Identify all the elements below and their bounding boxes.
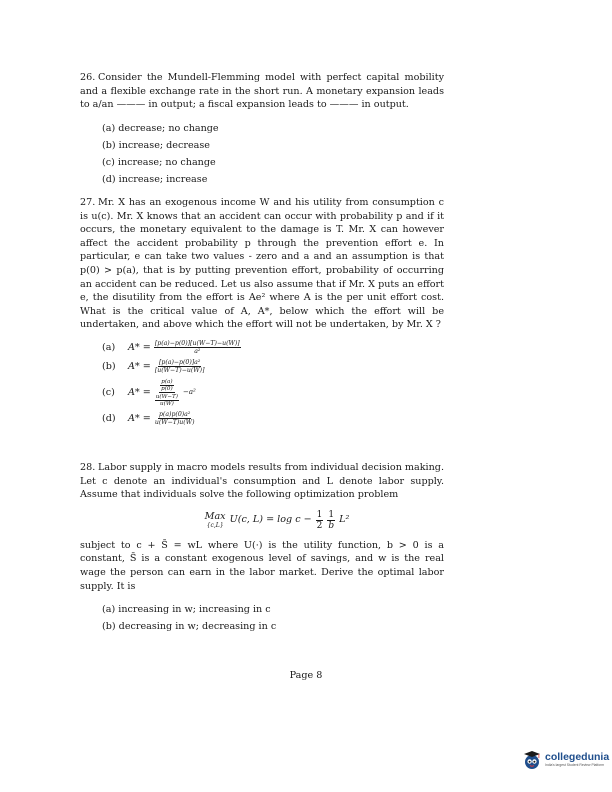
question-number: 26.	[80, 72, 96, 83]
fraction: $\frac{\text{p(a)p(0)a²}}{u(W-T)u(W)}$	[154, 410, 195, 426]
option-b: (b) decreasing in w; decreasing in c	[102, 621, 277, 633]
options-list	[102, 601, 444, 635]
option-c: (c) increase; no change	[102, 156, 216, 168]
question-number: 28.	[80, 462, 96, 473]
option-a: (a) increasing in w; increasing in c	[102, 604, 271, 616]
option-d: (d) A* = $\frac{\text{p(a)p(0)a²}}{u(W-T)u(W)}$	[102, 410, 195, 426]
option-c: (c) A* = $\frac{\frac{p(a)}{p(0)}}{\frac{u(W-T)}{u(W)}}$ −a²	[102, 378, 196, 407]
logo-name: collegedunia	[545, 751, 610, 763]
question-27	[80, 196, 444, 430]
graduate-mascot-icon	[521, 749, 543, 771]
option-a: (a) decrease; no change	[102, 122, 219, 134]
question-26	[80, 71, 444, 188]
question-text-continued: subject to c + S̄ = wL where U(·) is the utility function, b > 0 is a constant, S̄ is a constant exogenous level of savings, and w is the real wage the person can earn in the labor market. Derive the optimal labor supply. It is	[80, 539, 444, 592]
question-text: Mr. X has an exogenous income W and his utility from consumption c is u(c). Mr. X knows that an accident can occur with probability p and if it occurs, the monetary equivalent to the damage is T. Mr. X can however affect the accident probability p through the prevention effort e. In particular, e can take two values - zero and a and an assumption is that p(0) > p(a), that is by putting prevention effort, probability of occurring an accident can be reduced. Let us also assume that if Mr. X puts an effort e, the disutility from the effort is Ae² where A is the per unit effort cost. What is the critical value of A, A*, below which the effort will be undertaken, and above which the effort will not be undertaken, by Mr. X ?	[80, 197, 444, 331]
question-text: Labor supply in macro models results from individual decision making. Let c denote an individual's consumption and L denote labor supply. Assume that individuals solve the following optimization problem	[80, 462, 444, 501]
option-d: (d) increase; increase	[102, 173, 208, 185]
fraction: $\frac{[p(a)-p(0)][u(W-T)-u(W)]}{\text{a²}}$	[154, 339, 240, 355]
options-list	[102, 120, 444, 188]
fraction: $\frac{\frac{p(a)}{p(0)}}{\frac{u(W-T)}{u(W)}}$	[155, 378, 178, 407]
logo-tagline: India's largest Student Review Platform	[545, 763, 605, 767]
option-b: (b) A* = $\frac{\text{[p(a)−p(0)]a²}}{[u(W-T)-u(W)]}$	[102, 358, 205, 374]
option-a: (a) A* = $\frac{[p(a)-p(0)][u(W-T)-u(W)]}{\text{a²}}$	[102, 339, 240, 355]
options-list	[102, 340, 444, 426]
fraction: $\frac{\text{[p(a)−p(0)]a²}}{[u(W-T)-u(W)]}$	[154, 358, 205, 374]
optimization-equation: Max {c,L} U(c, L) = log c − $\frac{1}{2}$ 1 b L²	[204, 509, 350, 531]
question-text: Consider the Mundell-Flemming model with perfect capital mobility and a flexible exchange rate in the short run. A monetary expansion leads to a/an ——— in output; a fiscal expansion leads to ——— in output.	[80, 72, 444, 111]
option-b: (b) increase; decrease	[102, 139, 210, 151]
question-28	[80, 461, 444, 635]
question-number: 27.	[80, 197, 96, 208]
page-number: Page 8	[289, 670, 323, 681]
collegedunia-logo	[521, 749, 609, 771]
